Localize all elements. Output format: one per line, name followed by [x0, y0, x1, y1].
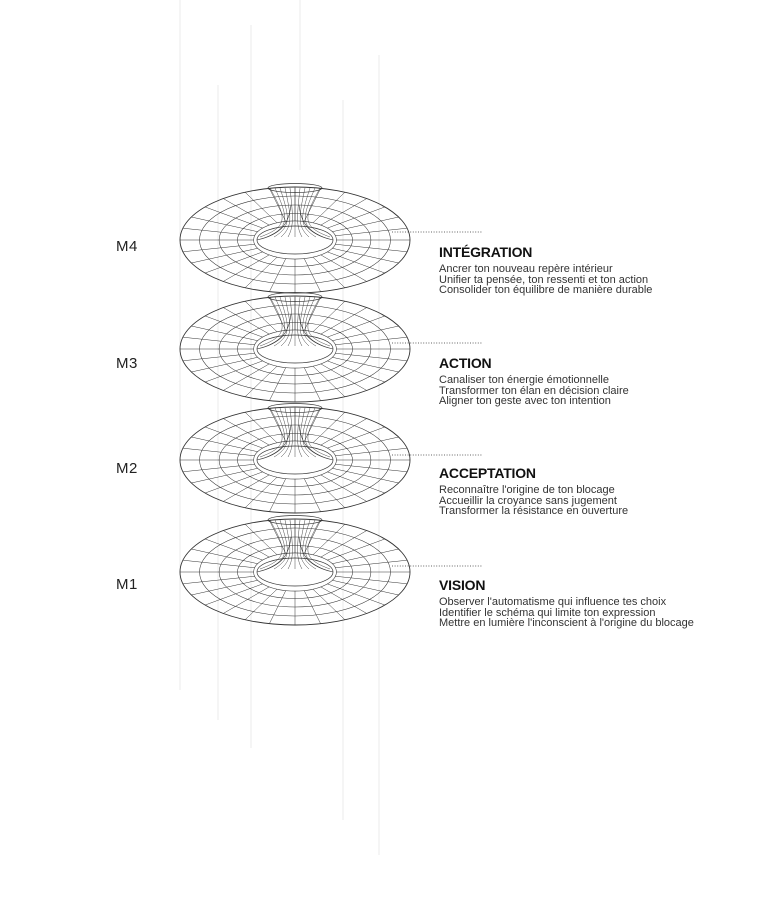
stage-title: ACTION	[439, 355, 492, 371]
stage-title: ACCEPTATION	[439, 465, 536, 481]
disc-m4	[180, 184, 410, 294]
stage-line: Transformer ton élan en décision claire	[439, 384, 629, 397]
stage-line: Identifier le schéma qui limite ton expression	[439, 606, 656, 619]
stage-line: Ancrer ton nouveau repère intérieur	[439, 263, 613, 275]
stage-vision	[439, 577, 759, 629]
level-label-m4: M4	[116, 238, 138, 255]
disc-m2	[180, 404, 410, 514]
stage-line: Aligner ton geste avec ton intention	[439, 395, 611, 407]
stage-line: Unifier ta pensée, ton ressenti et ton action	[439, 273, 649, 286]
stage-line: Accueillir la croyance sans jugement	[439, 494, 617, 507]
stage-title: INTÉGRATION	[439, 244, 533, 260]
level-label-m2: M2	[116, 460, 138, 477]
stage-integration	[439, 244, 759, 296]
disc-m3	[180, 293, 410, 403]
level-label-m3: M3	[116, 355, 138, 372]
stage-line: Reconnaître l'origine de ton blocage	[439, 484, 615, 496]
stage-line: Mettre en lumière l'inconscient à l'origine du blocage	[439, 617, 694, 629]
stage-line: Canaliser ton énergie émotionnelle	[439, 374, 609, 386]
stage-action	[439, 355, 759, 407]
stage-title: VISION	[439, 577, 486, 593]
stage-line: Observer l'automatisme qui influence tes choix	[439, 596, 667, 608]
stage-line: Consolider ton équilibre de manière durable	[439, 284, 653, 296]
stage-acceptation	[439, 465, 759, 517]
stage-line: Transformer la résistance en ouverture	[439, 505, 629, 517]
vortex-discs	[180, 184, 482, 626]
level-label-m1: M1	[116, 576, 138, 593]
disc-m1	[180, 516, 410, 626]
